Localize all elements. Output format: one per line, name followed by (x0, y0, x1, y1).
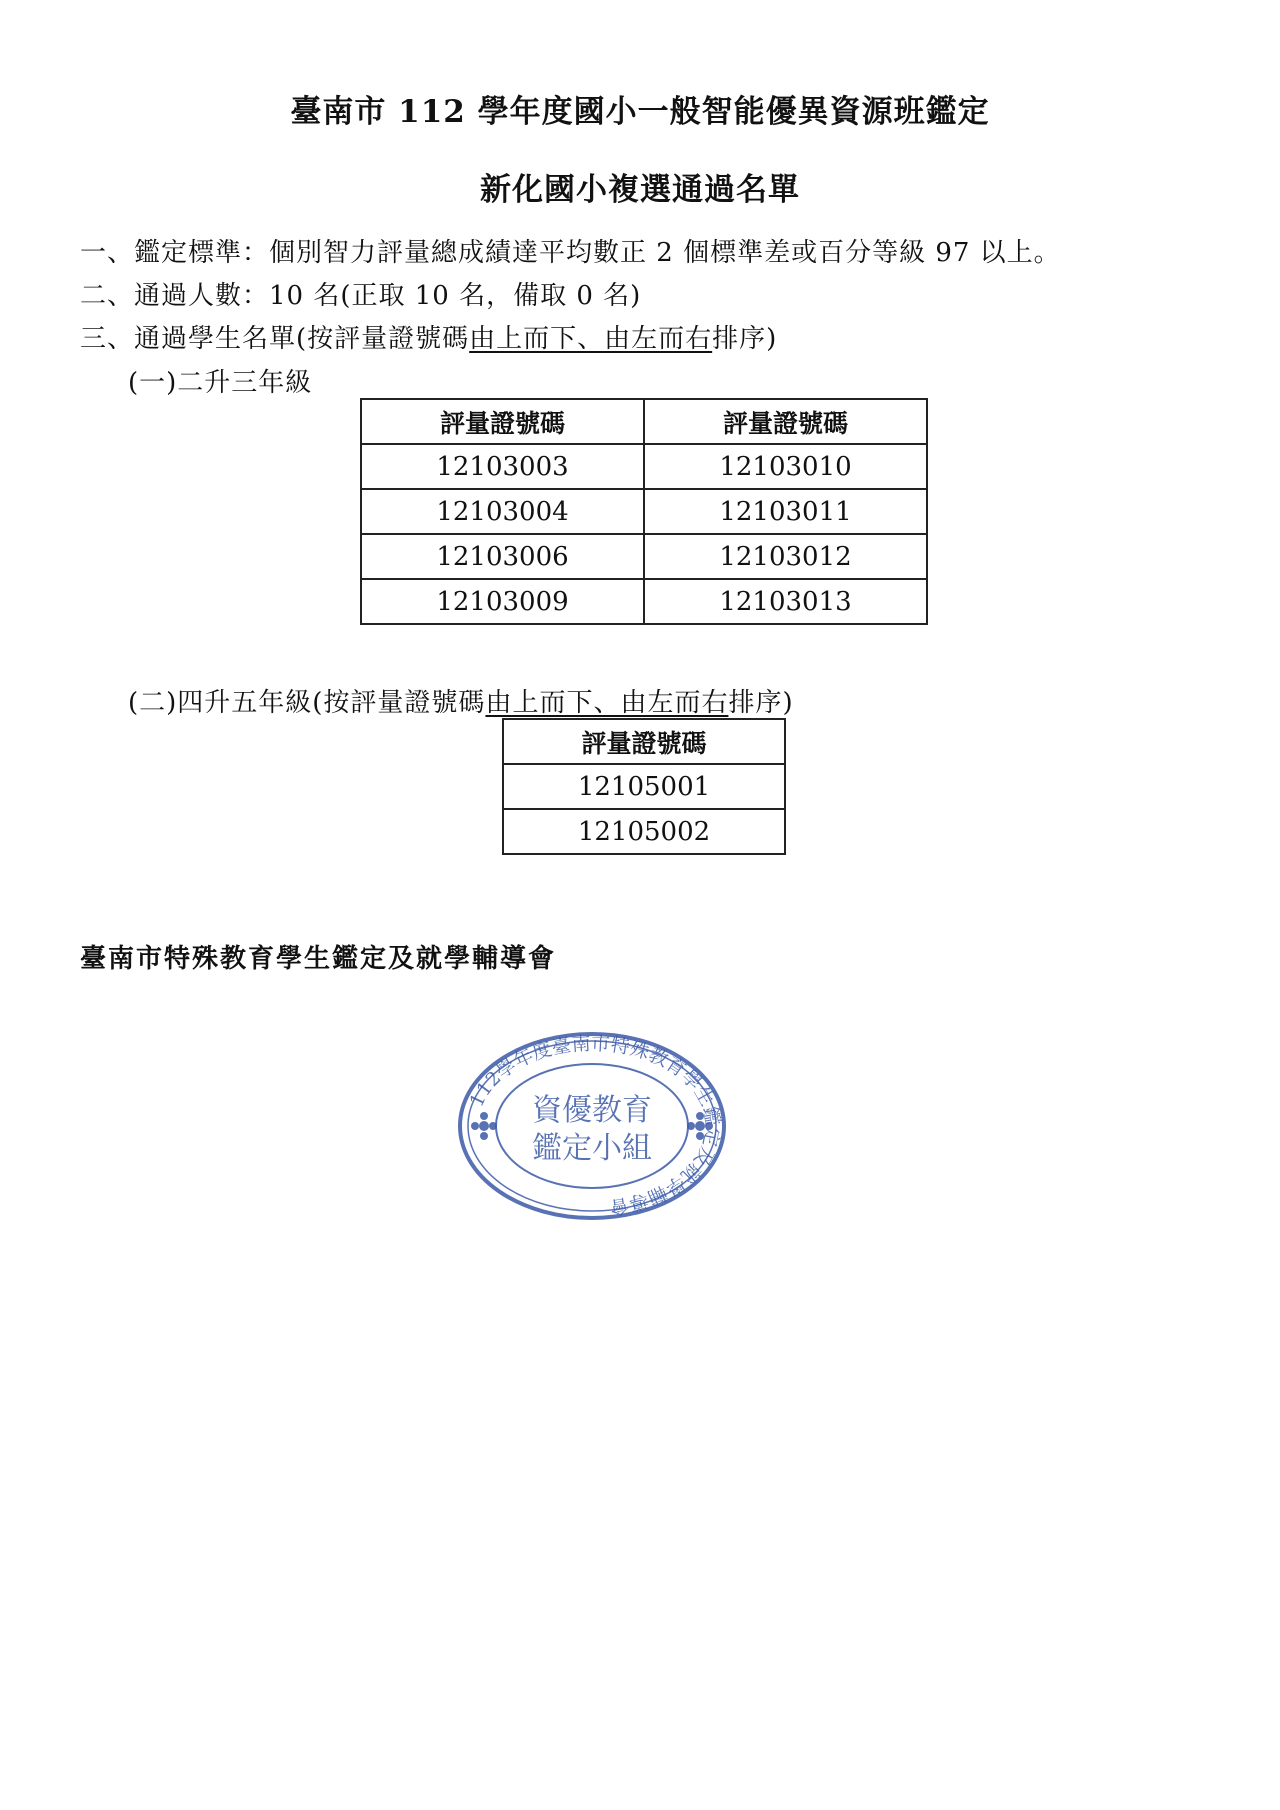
document-title: 臺南市 112 學年度國小一般智能優異資源班鑑定 (290, 94, 990, 130)
code-cell: 12103011 (644, 489, 927, 534)
issuing-organization: 臺南市特殊教育學生鑑定及就學輔導會 (80, 944, 557, 974)
code-cell: 12103012 (644, 534, 927, 579)
table-row (361, 489, 927, 534)
code-cell: 12103004 (361, 489, 644, 534)
criteria-line: 一、鑑定標準：個別智力評量總成績達平均數正 2 個標準差或百分等級 97 以上。 (80, 238, 1061, 268)
official-seal (456, 1030, 728, 1222)
section-b-heading (128, 682, 794, 719)
seal-center-line1: 資優教育 (532, 1093, 652, 1128)
section-b-prefix: (二)四升五年級(按評量證號碼 (128, 688, 486, 718)
column-header: 評量證號碼 (503, 719, 785, 764)
document-subtitle: 新化國小複選通過名單 (480, 172, 800, 208)
table-row (361, 534, 927, 579)
code-cell: 12103006 (361, 534, 644, 579)
table-row (503, 764, 785, 809)
table-header-row (503, 719, 785, 764)
grade3-code-table (360, 398, 928, 625)
code-cell: 12105001 (503, 764, 785, 809)
code-cell: 12105002 (503, 809, 785, 854)
list-intro-suffix: 排序) (712, 324, 778, 354)
section-a-heading: (一)二升三年級 (128, 368, 313, 398)
grade5-code-table (502, 718, 786, 855)
list-intro-line (80, 318, 777, 355)
table-row (361, 444, 927, 489)
list-intro-prefix: 三、通過學生名單(按評量證號碼 (80, 324, 470, 354)
table-row (503, 809, 785, 854)
code-cell: 12103003 (361, 444, 644, 489)
flower-emblem-icon (471, 1112, 497, 1140)
seal-center-line2: 鑑定小組 (532, 1131, 652, 1166)
code-cell: 12103013 (644, 579, 927, 624)
seal-ring-text: 112學年度臺南市特殊教育學生鑑定及就學輔導會 (465, 1032, 724, 1219)
section-b-order: 由上而下、由左而右 (485, 688, 729, 718)
table-header-row (361, 399, 927, 444)
pass-count-line: 二、通過人數：10 名(正取 10 名，備取 0 名) (80, 281, 642, 311)
column-header: 評量證號碼 (361, 399, 644, 444)
code-cell: 12103009 (361, 579, 644, 624)
section-b-suffix: 排序) (728, 688, 794, 718)
list-intro-order: 由上而下、由左而右 (469, 324, 713, 354)
code-cell: 12103010 (644, 444, 927, 489)
column-header: 評量證號碼 (644, 399, 927, 444)
table-row (361, 579, 927, 624)
